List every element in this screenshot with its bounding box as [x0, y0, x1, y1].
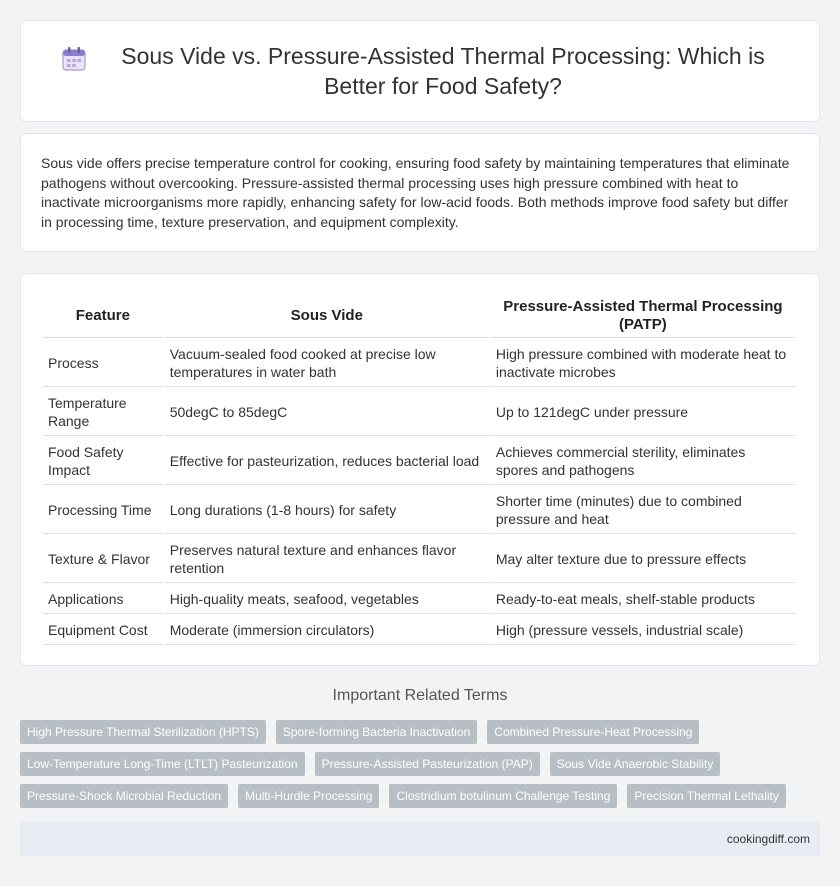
- footer: [20, 822, 820, 856]
- related-term-tag[interactable]: Precision Thermal Lethality: [627, 784, 786, 808]
- row-patp: High (pressure vessels, industrial scale): [491, 616, 795, 645]
- related-term-tag[interactable]: Spore-forming Bacteria Inactivation: [276, 720, 477, 744]
- page-title: Sous Vide vs. Pressure-Assisted Thermal Processing: Which is Better for Food Safety?: [121, 43, 765, 99]
- row-feature: Equipment Cost: [43, 616, 163, 645]
- row-patp: Shorter time (minutes) due to combined pressure and heat: [491, 487, 795, 534]
- row-feature: Applications: [43, 585, 163, 614]
- related-terms-heading: Important Related Terms: [332, 687, 508, 704]
- row-sous-vide: Long durations (1-8 hours) for safety: [165, 487, 489, 534]
- related-term-tag[interactable]: Clostridium botulinum Challenge Testing: [389, 784, 617, 808]
- row-patp: Up to 121degC under pressure: [491, 389, 795, 436]
- row-feature: Temperature Range: [43, 389, 163, 436]
- row-patp: Ready-to-eat meals, shelf-stable products: [491, 585, 795, 614]
- related-term-tag[interactable]: Combined Pressure-Heat Processing: [487, 720, 699, 744]
- header-feature: Feature: [43, 294, 163, 338]
- table-row: [43, 438, 795, 485]
- table-row: [43, 340, 795, 387]
- related-term-tag[interactable]: Multi-Hurdle Processing: [238, 784, 379, 808]
- title-card: [20, 20, 820, 122]
- related-term-tag[interactable]: High Pressure Thermal Sterilization (HPTS): [20, 720, 266, 744]
- row-sous-vide: Vacuum-sealed food cooked at precise low temperatures in water bath: [165, 340, 489, 387]
- related-term-tag[interactable]: Low-Temperature Long-Time (LTLT) Pasteurization: [20, 752, 305, 776]
- related-term-tag[interactable]: Pressure-Assisted Pasteurization (PAP): [315, 752, 540, 776]
- comparison-card: [20, 273, 820, 666]
- intro-text: Sous vide offers precise temperature control for cooking, ensuring food safety by maintaining temperatures that eliminate pathogens without overcooking. Pressure-assisted thermal processing uses high pressure combined with heat to inactivate microorganisms more rapidly, enhancing safety for low-acid foods. Both methods improve food safety but differ in processing time, texture preservation, and equipment complexity.: [41, 155, 790, 230]
- footer-site-link[interactable]: cookingdiff.com: [726, 832, 810, 846]
- related-term-tag[interactable]: Pressure-Shock Microbial Reduction: [20, 784, 228, 808]
- related-terms-list: [20, 720, 820, 808]
- table-header-row: [43, 294, 795, 338]
- row-feature: Texture & Flavor: [43, 536, 163, 583]
- row-sous-vide: 50degC to 85degC: [165, 389, 489, 436]
- table-row: [43, 536, 795, 583]
- row-sous-vide: Moderate (immersion circulators): [165, 616, 489, 645]
- title-wrap: [60, 41, 780, 101]
- row-patp: High pressure combined with moderate heat to inactivate microbes: [491, 340, 795, 387]
- header-patp: Pressure-Assisted Thermal Processing (PATP): [491, 294, 795, 338]
- row-patp: May alter texture due to pressure effects: [491, 536, 795, 583]
- row-feature: Process: [43, 340, 163, 387]
- table-row: [43, 487, 795, 534]
- row-sous-vide: Effective for pasteurization, reduces bacterial load: [165, 438, 489, 485]
- table-row: [43, 389, 795, 436]
- related-term-tag[interactable]: Sous Vide Anaerobic Stability: [550, 752, 721, 776]
- row-sous-vide: Preserves natural texture and enhances flavor retention: [165, 536, 489, 583]
- header-sous-vide: Sous Vide: [165, 294, 489, 338]
- calendar-icon: [60, 45, 88, 73]
- row-feature: Food Safety Impact: [43, 438, 163, 485]
- comparison-table: [41, 292, 797, 647]
- row-feature: Processing Time: [43, 487, 163, 534]
- row-sous-vide: High-quality meats, seafood, vegetables: [165, 585, 489, 614]
- intro-card: [20, 133, 820, 252]
- table-row: [43, 616, 795, 645]
- table-row: [43, 585, 795, 614]
- row-patp: Achieves commercial sterility, eliminates spores and pathogens: [491, 438, 795, 485]
